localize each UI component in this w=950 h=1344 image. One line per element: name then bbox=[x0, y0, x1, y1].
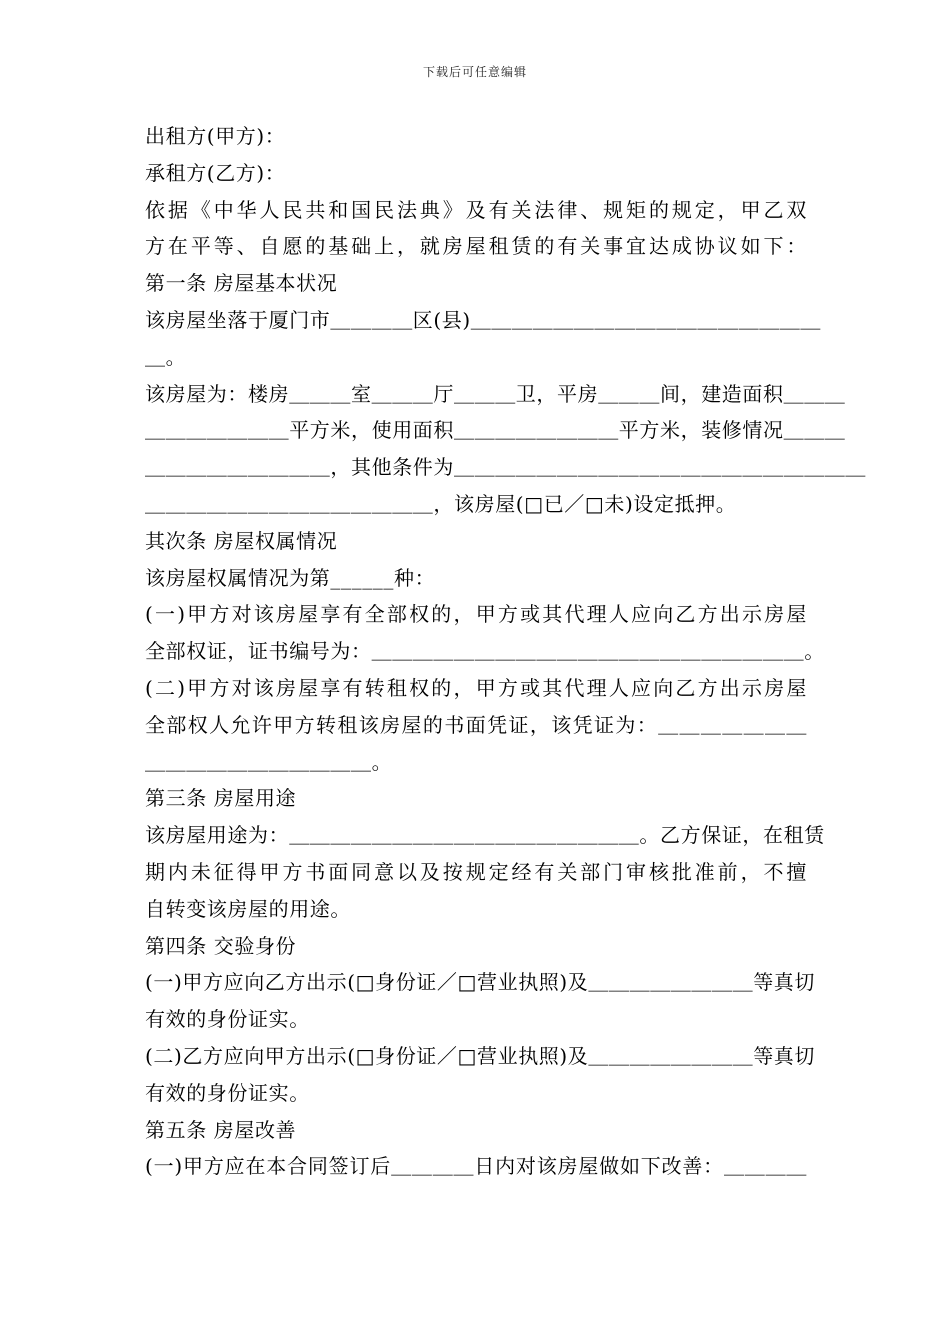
contract-line: 出租方(甲方)： bbox=[145, 124, 286, 148]
contract-line: ＿＿＿＿＿＿＿＿＿＿＿。 bbox=[145, 749, 393, 774]
contract-line: 方在平等、自愿的基础上，就房屋租赁的有关事宜达成协议如下： bbox=[145, 234, 807, 259]
contract-line: ＿＿＿＿＿＿＿＿＿，其他条件为＿＿＿＿＿＿＿＿＿＿＿＿＿＿＿＿＿＿＿＿ bbox=[145, 455, 866, 480]
contract-line: (二)乙方应向甲方出示(□身份证／□营业执照)及＿＿＿＿＿＿＿＿等真切 bbox=[145, 1043, 816, 1068]
contract-body bbox=[145, 118, 866, 1185]
contract-line: 全部权证，证书编号为：＿＿＿＿＿＿＿＿＿＿＿＿＿＿＿＿＿＿＿＿＿。 bbox=[145, 639, 825, 664]
contract-line: 第四条 交验身份 bbox=[145, 933, 297, 958]
contract-line: (一)甲方对该房屋享有全部权的，甲方或其代理人应向乙方出示房屋 bbox=[145, 602, 807, 627]
contract-line: 该房屋为：楼房＿＿＿室＿＿＿厅＿＿＿卫，平房＿＿＿间，建造面积＿＿＿ bbox=[145, 381, 846, 406]
contract-line: 期内未征得甲方书面同意以及按规定经有关部门审核批准前，不擅 bbox=[145, 859, 807, 884]
contract-line: 第三条 房屋用途 bbox=[145, 786, 297, 811]
contract-line: 该房屋权属情况为第______种： bbox=[145, 565, 436, 590]
contract-line: 承租方(乙方)： bbox=[145, 160, 286, 185]
contract-line: (一)甲方应在本合同签订后＿＿＿＿日内对该房屋做如下改善：＿＿＿＿ bbox=[145, 1154, 807, 1179]
contract-line: 自转变该房屋的用途。 bbox=[145, 896, 351, 921]
contract-line: ＿＿＿＿＿＿＿＿＿＿＿＿＿＿，该房屋(□已／□未)设定抵押。 bbox=[145, 491, 737, 516]
contract-line: 第一条 房屋基本状况 bbox=[145, 271, 338, 296]
contract-line: 该房屋坐落于厦门市＿＿＿＿区(县)＿＿＿＿＿＿＿＿＿＿＿＿＿＿＿＿＿ bbox=[145, 307, 822, 332]
page-header-watermark: 下载后可任意编辑 bbox=[422, 65, 527, 79]
contract-line: 有效的身份证实。 bbox=[145, 1007, 310, 1032]
contract-line: 其次条 房屋权属情况 bbox=[145, 528, 338, 553]
contract-line: ＿＿＿＿＿＿＿平方米，使用面积＿＿＿＿＿＿＿＿平方米，装修情况＿＿＿ bbox=[145, 418, 846, 443]
contract-line: 第五条 房屋改善 bbox=[145, 1117, 297, 1142]
contract-line: ＿。 bbox=[145, 344, 187, 369]
contract-line: (二)甲方对该房屋享有转租权的，甲方或其代理人应向乙方出示房屋 bbox=[145, 675, 807, 700]
contract-line: 有效的身份证实。 bbox=[145, 1080, 310, 1105]
contract-line: 全部权人允许甲方转租该房屋的书面凭证，该凭证为：＿＿＿＿＿＿＿ bbox=[145, 712, 807, 737]
contract-line: (一)甲方应向乙方出示(□身份证／□营业执照)及＿＿＿＿＿＿＿＿等真切 bbox=[145, 970, 816, 995]
contract-line: 该房屋用途为：＿＿＿＿＿＿＿＿＿＿＿＿＿＿＿＿＿。乙方保证，在租赁 bbox=[145, 823, 825, 848]
contract-line: 依据《中华人民共和国民法典》及有关法律、规矩的规定，甲乙双 bbox=[145, 197, 807, 222]
